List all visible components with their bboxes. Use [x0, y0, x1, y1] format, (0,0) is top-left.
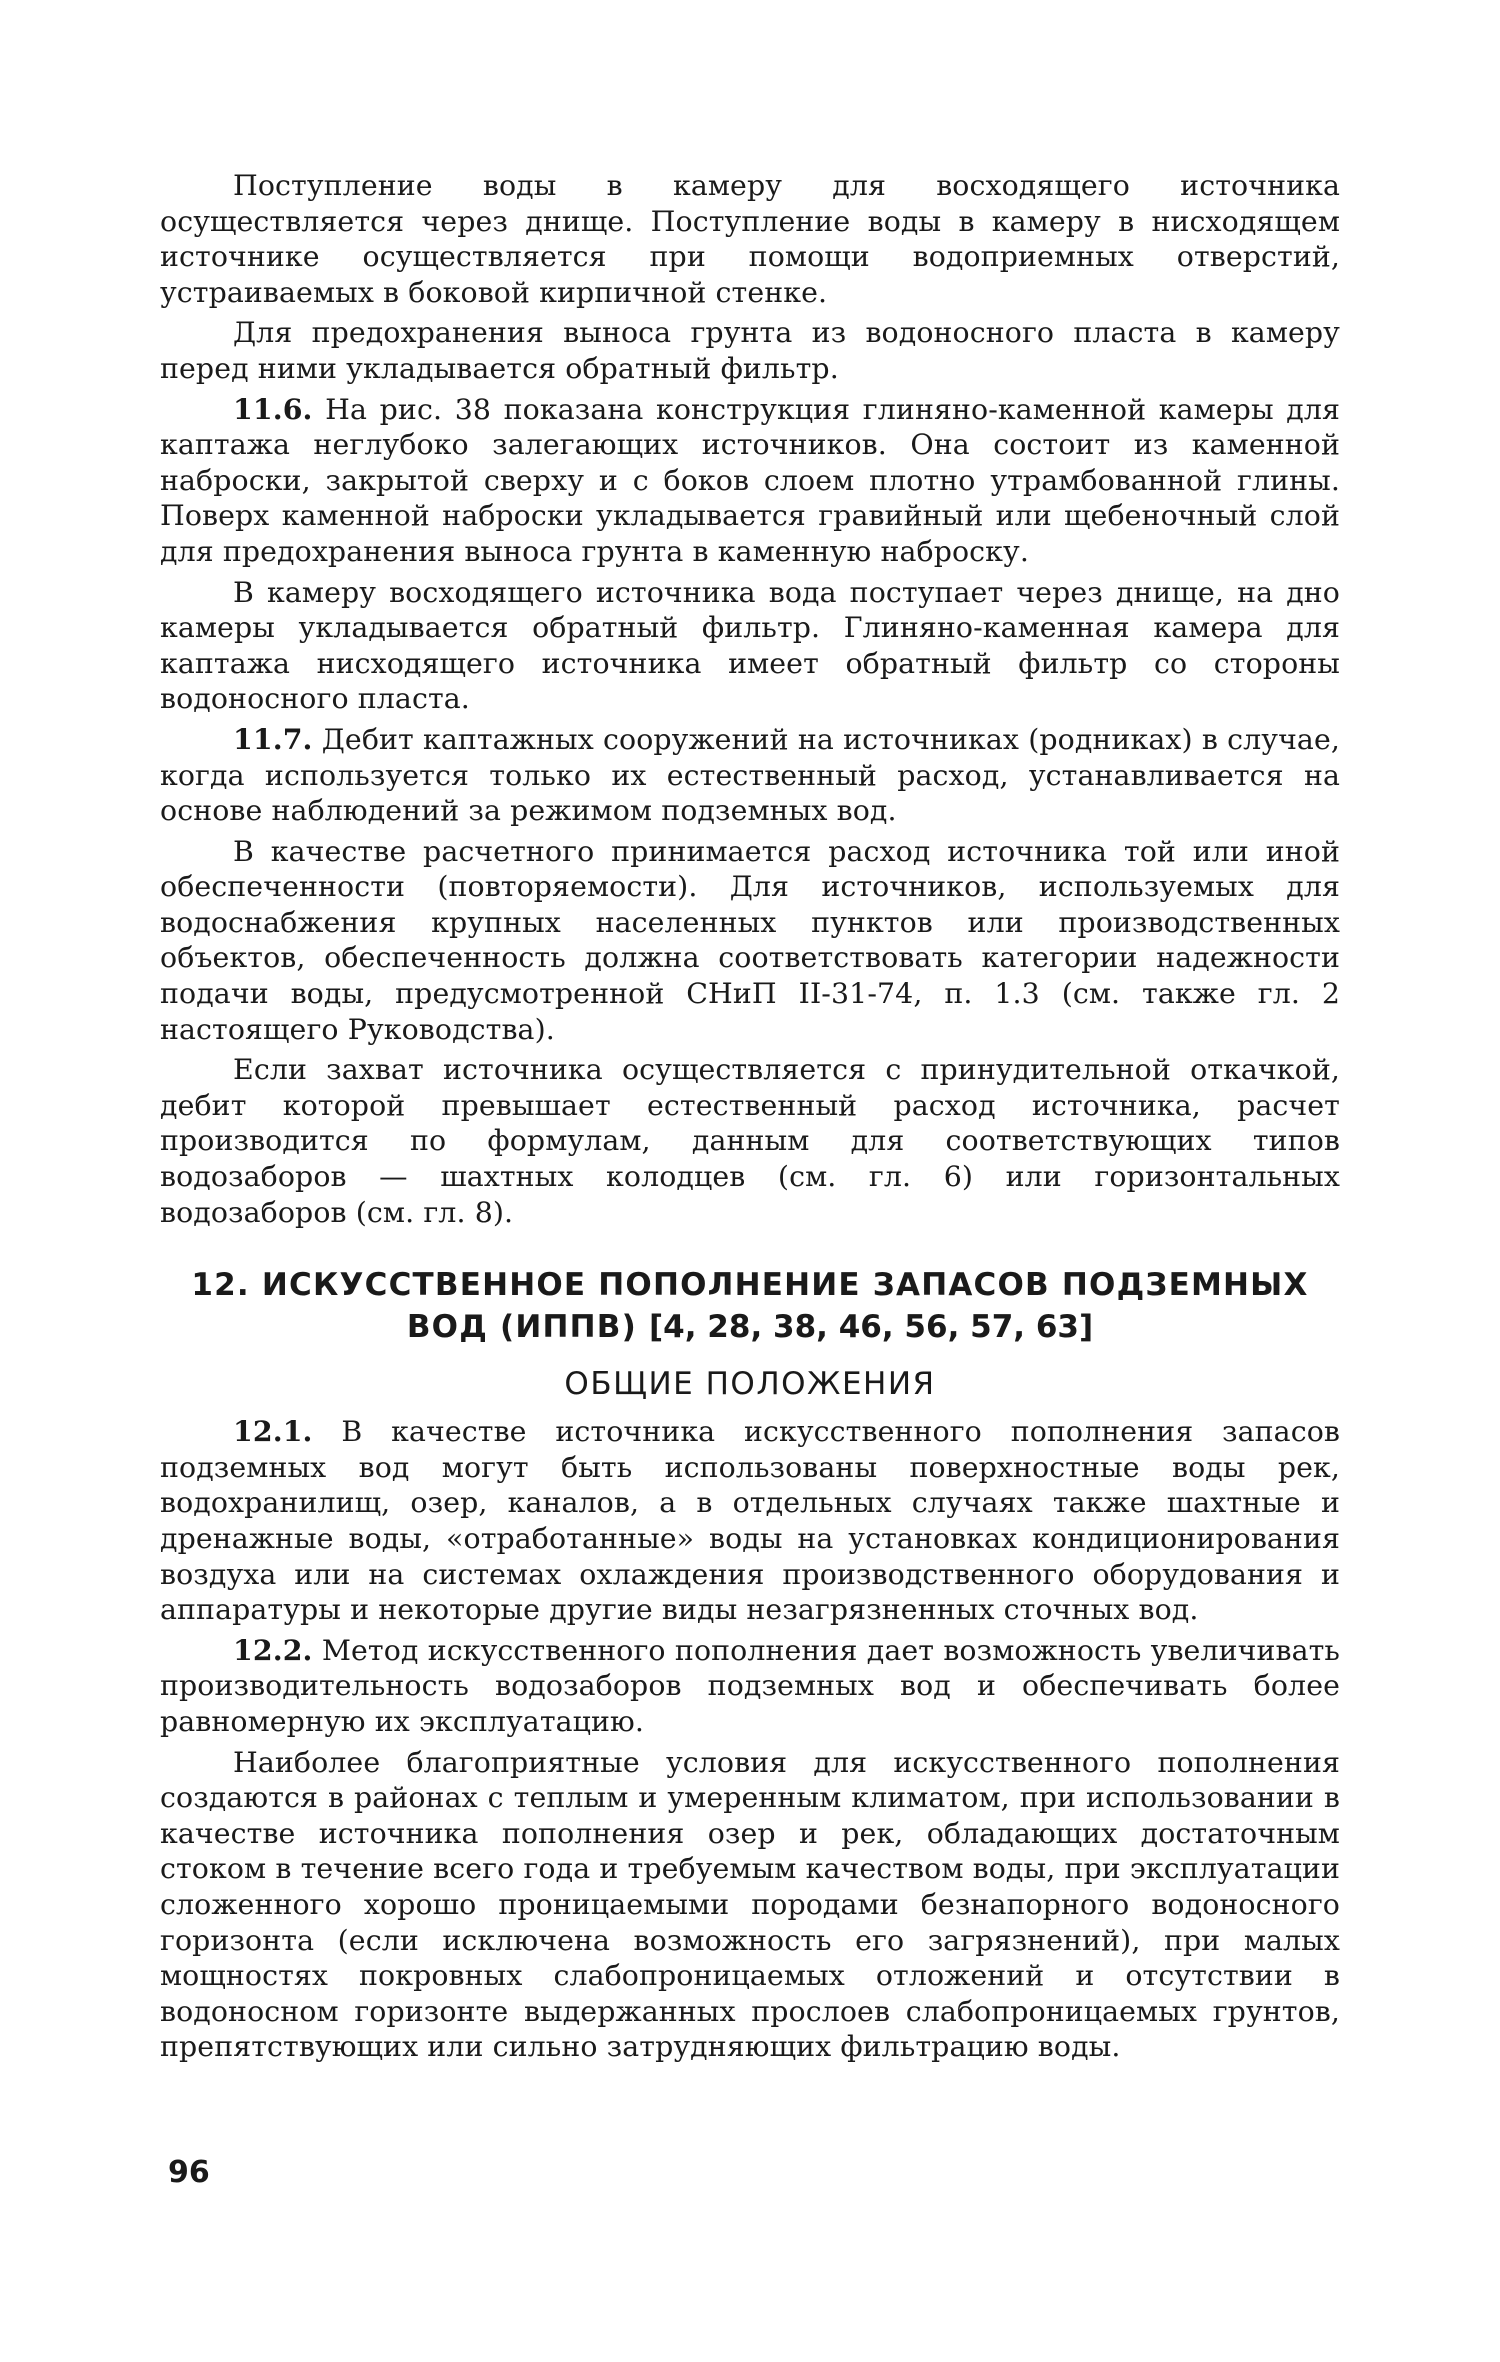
paragraph-number: 11.6. [233, 391, 313, 426]
paragraph-text: В камеру восходящего источника вода поступает через днище, на дно камеры укладывается обратный фильтр. Глиняно-каменная камера для каптажа нисходящего источника имеет обратный фильтр со стороны водоносного пласта. [160, 575, 1340, 716]
paragraph [160, 168, 1340, 310]
paragraph-text: В качестве источника искусственного пополнения запасов подземных вод могут быть использованы поверхностные воды рек, водохранилищ, озер, каналов, а в отдельных случаях также шахтные и дренажные воды, «отработанные» воды на установках кондиционирования воздуха или на системах охлаждения производственного оборудования и аппаратуры и некоторые другие виды незагрязненных сточных вод. [160, 1415, 1340, 1627]
section-subheading: ОБЩИЕ ПОЛОЖЕНИЯ [564, 1366, 936, 1403]
paragraph-text: Для предохранения выноса грунта из водоносного пласта в камеру перед ними укладывается обратный фильтр. [160, 316, 1340, 385]
paragraph [160, 1052, 1340, 1230]
section-title: 12. ИСКУССТВЕННОЕ ПОПОЛНЕНИЕ ЗАПАСОВ ПОДЗЕМНЫХ ВОД (ИППВ) [191, 1267, 1309, 1346]
page-body [160, 168, 1340, 2065]
page-number: 96 [168, 2155, 210, 2190]
paragraph-text: Если захват источника осуществляется с принудительной откачкой, дебит которой превышает естественный расход источника, расчет производится по формулам, данным для соответствующих типов водозаборов — шахтных колодцев (см. гл. 6) или горизонтальных водозаборов (см. гл. 8). [160, 1053, 1340, 1229]
paragraph-text: Наиболее благоприятные условия для искусственного пополнения создаются в районах с теплым и умеренным климатом, при использовании в качестве источника пополнения озер и рек, обладающих достаточным стоком в течение всего года и требуемым качеством воды, при эксплуатации сложенного хорошо проницаемыми породами безнапорного водоносного горизонта (если исключена возможность его загрязнений), при малых мощностях покровных слабопроницаемых отложений и отсутствии в водоносном горизонте выдержанных прослоев слабопроницаемых грунтов, препятствующих или сильно затрудняющих фильтрацию воды. [160, 1745, 1340, 2064]
paragraph-text: Метод искусственного пополнения дает возможность увеличивать производительность водозаборов подземных вод и обеспечивать более равномерную их эксплуатацию. [160, 1633, 1340, 1738]
paragraph-number: 12.2. [233, 1632, 313, 1667]
paragraph [160, 1633, 1340, 1740]
paragraph [160, 392, 1340, 570]
paragraph-text: Дебит каптажных сооружений на источниках (родниках) в случае, когда используется только их естественный расход, устанавливается на основе наблюдений за режимом подземных вод. [160, 722, 1340, 828]
paragraph [160, 834, 1340, 1048]
paragraph [160, 722, 1340, 829]
paragraph-text: Поступление воды в камеру для восходящего источника осуществляется через днище. Поступление воды в камеру в нисходящем источнике осуществляется при помощи водоприемных отверстий, устраиваемых в боковой кирпичной стенке. [160, 169, 1340, 309]
paragraph-text: В качестве расчетного принимается расход источника той или иной обеспеченности (повторяемости). Для источников, используемых для водоснабжения крупных населенных пунктов или производственных объектов, обеспеченность должна соответствовать категории надежности подачи воды, предусмотренной СНиП II-31-74, п. 1.3 (см. также гл. 2 настоящего Руководства). [160, 834, 1340, 1046]
paragraph-number: 11.7. [233, 721, 313, 756]
paragraph [160, 315, 1340, 386]
paragraph [160, 1414, 1340, 1628]
paragraph-number: 12.1. [233, 1414, 313, 1449]
section-heading [160, 1264, 1340, 1348]
section-references: [4, 28, 38, 46, 56, 57, 63] [649, 1309, 1094, 1346]
paragraph-text: На рис. 38 показана конструкция глиняно-каменной камеры для каптажа неглубоко залегающих источников. Она состоит из каменной наброски, закрытой сверху и с боков слоем плотно утрамбованной глины. Поверх каменной наброски укладывается гравийный или щебеночный слой для предохранения выноса грунта в каменную наброску. [160, 392, 1340, 568]
paragraph [160, 575, 1340, 717]
paragraph [160, 1745, 1340, 2065]
